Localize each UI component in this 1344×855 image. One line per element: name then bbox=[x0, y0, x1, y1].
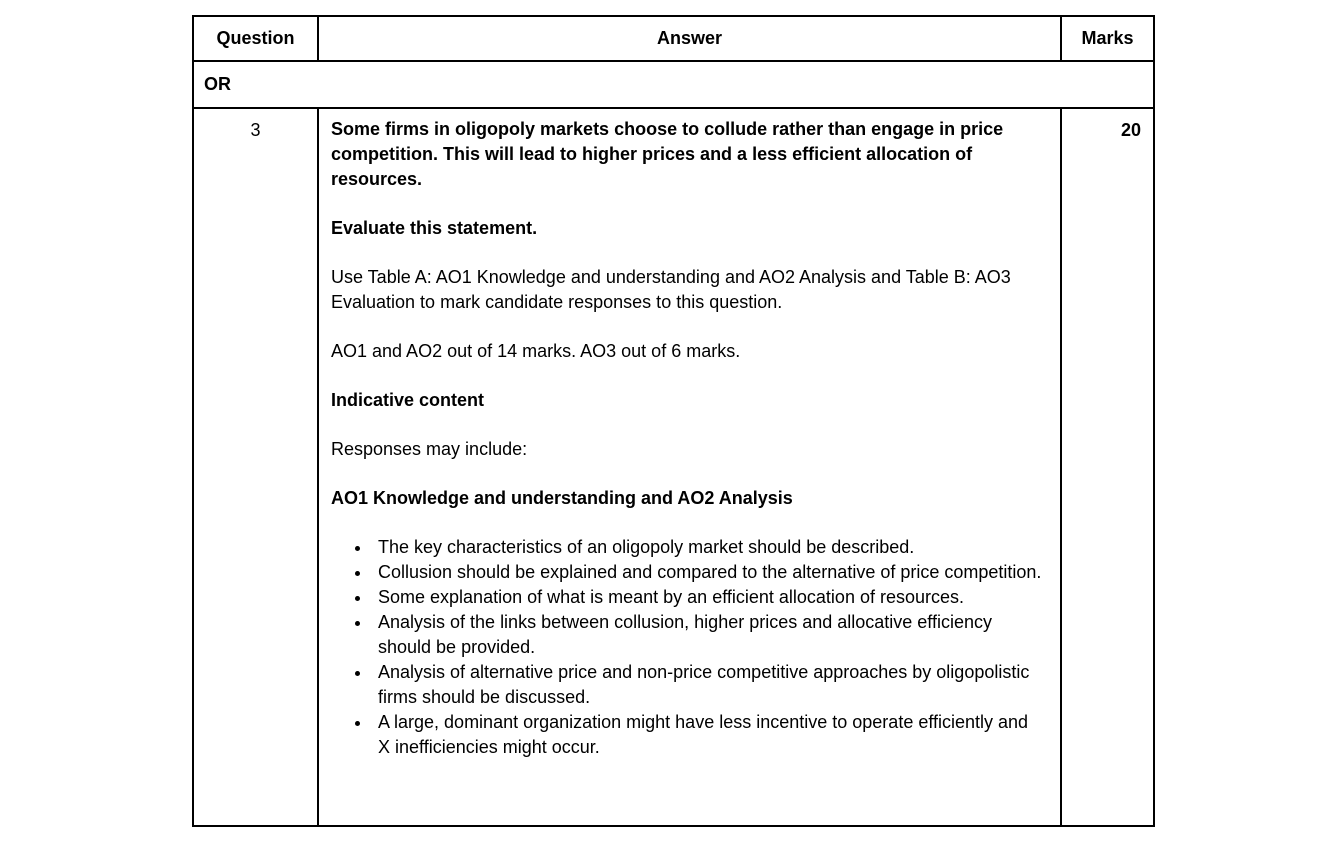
use-tables-note: Use Table A: AO1 Knowledge and understanding and AO2 Analysis and Table B: AO3 Evaluation to mark candidate responses to this question. bbox=[331, 267, 1011, 312]
list-item: • Collusion should be explained and compared to the alternative of price competition. bbox=[372, 560, 1044, 585]
mark-scheme-table bbox=[192, 15, 1155, 827]
ao-heading: AO1 Knowledge and understanding and AO2 Analysis bbox=[331, 488, 793, 508]
responses-note: Responses may include: bbox=[331, 439, 528, 459]
header-marks: Marks bbox=[1061, 16, 1154, 61]
question-row bbox=[193, 108, 1154, 826]
marks-value: 20 bbox=[1061, 108, 1154, 826]
question-number: 3 bbox=[193, 108, 318, 826]
list-item: • Some explanation of what is meant by an efficient allocation of resources. bbox=[372, 585, 1044, 610]
question-statement: Some firms in oligopoly markets choose to collude rather than engage in price competition. This will lead to higher prices and a less efficient allocation of resources. bbox=[331, 119, 1004, 189]
or-label: OR bbox=[193, 61, 1154, 108]
marks-split-note: AO1 and AO2 out of 14 marks. AO3 out of 6 marks. bbox=[331, 341, 741, 361]
list-item: • The key characteristics of an oligopoly market should be described. bbox=[372, 535, 1044, 560]
or-row bbox=[193, 61, 1154, 108]
indicative-content-heading: Indicative content bbox=[331, 390, 485, 410]
list-item: • A large, dominant organization might have less incentive to operate efficiently and X inefficiencies might occur. bbox=[372, 710, 1044, 760]
list-item: • Analysis of the links between collusion, higher prices and allocative efficiency should be provided. bbox=[372, 610, 1044, 660]
evaluate-instruction: Evaluate this statement. bbox=[331, 218, 538, 238]
table-header-row bbox=[193, 16, 1154, 61]
header-answer: Answer bbox=[318, 16, 1061, 61]
list-item: • Analysis of alternative price and non-price competitive approaches by oligopolistic firms should be discussed. bbox=[372, 660, 1044, 710]
indicative-points-list bbox=[331, 535, 1044, 760]
header-question: Question bbox=[193, 16, 318, 61]
answer-cell bbox=[318, 108, 1061, 826]
